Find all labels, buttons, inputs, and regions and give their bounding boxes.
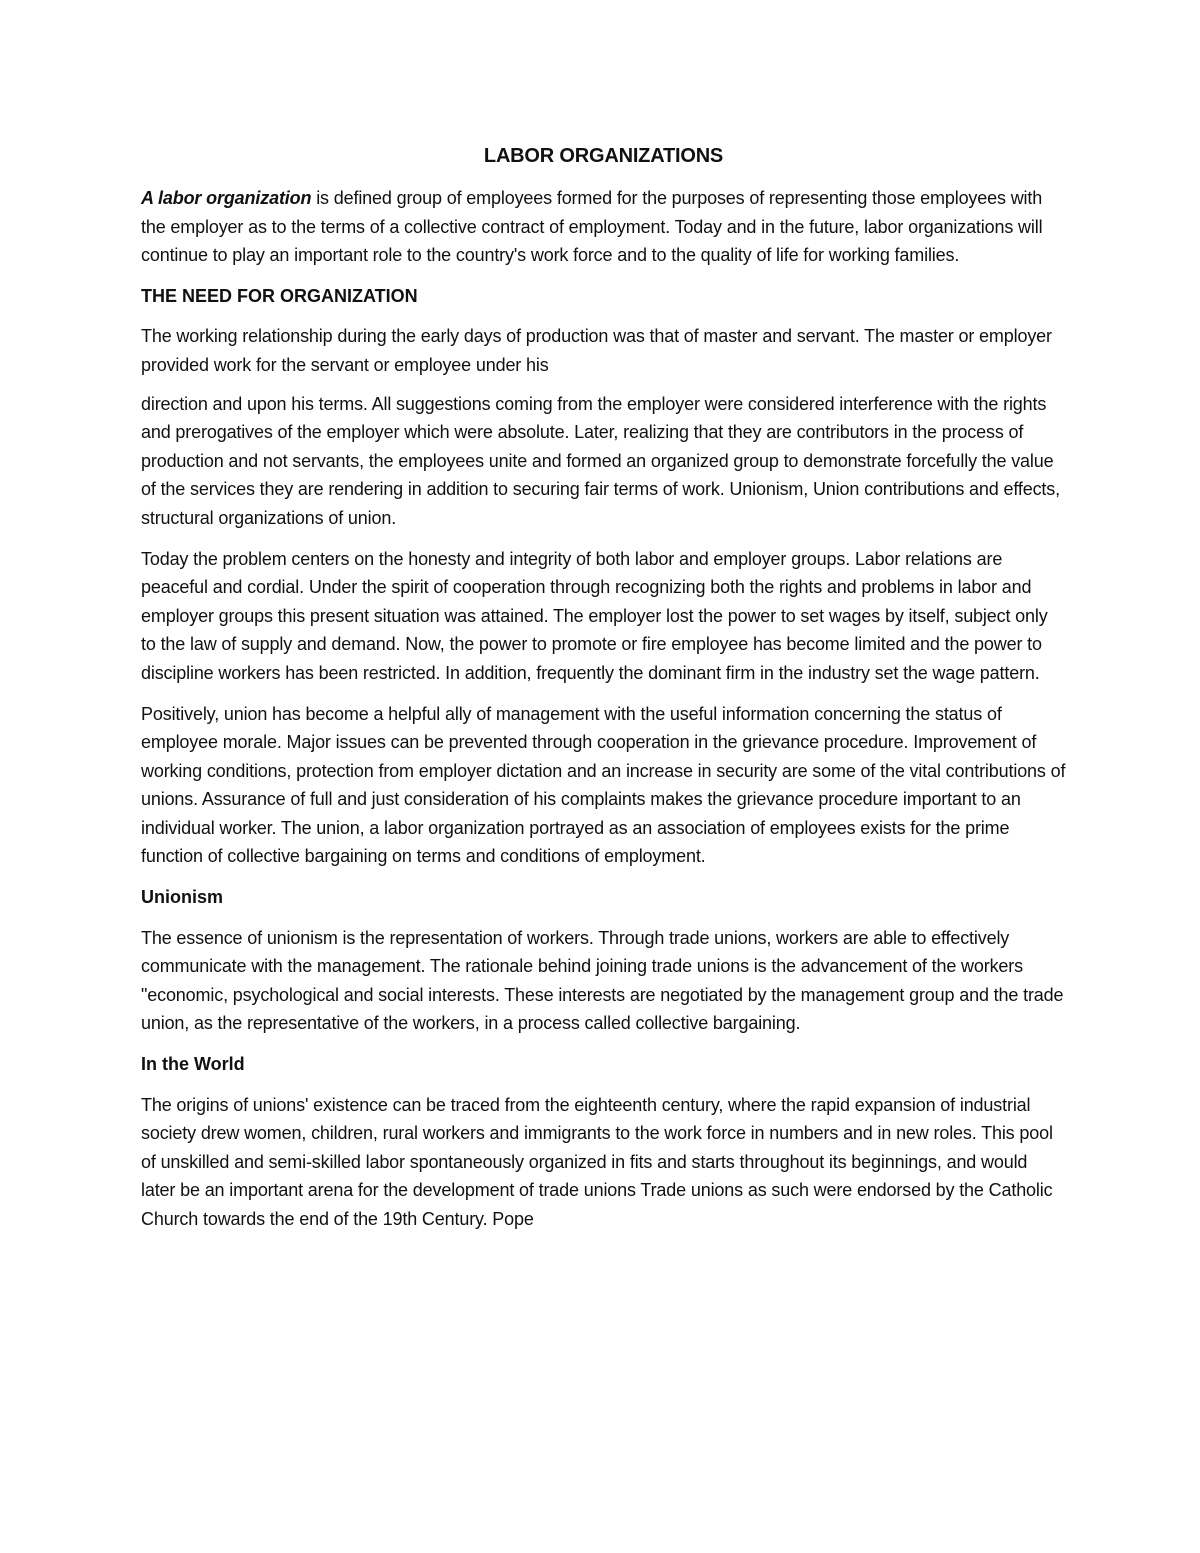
intro-text: is defined group of employees formed for the purposes of representing those employees with the employer as to the terms of a collective contract of employment. Today and in the future, labor organizations will continue to play an important role to the country's work force and to the quality of life for working families. xyxy=(141,188,1043,266)
need-paragraph-4: Positively, union has become a helpful ally of management with the useful information concerning the status of employee morale. Major issues can be prevented through cooperation in the grievance procedure. Improvement of working conditions, protection from employer dictation and an increase in security are some of the vital contributions of unions. Assurance of full and just consideration of his complaints makes the grievance procedure important to an individual worker. The union, a labor organization portrayed as an association of employees exists for the prime function of collective bargaining on terms and conditions of employment. xyxy=(141,703,1066,867)
document-page xyxy=(141,140,1066,1246)
need-paragraph-2: direction and upon his terms. All suggestions coming from the employer were considered interference with the rights and prerogatives of the employer which were absolute. Later, realizing that they are contributors in the process of production and not servants, the employees unite and formed an organized group to demonstrate forcefully the value of the services they are rendering in addition to securing fair terms of work. Unionism, Union contributions and effects, structural organizations of union. xyxy=(141,393,1060,528)
need-paragraph-1: The working relationship during the early days of production was that of master and servant. The master or employer provided work for the servant or employee under his xyxy=(141,326,1052,375)
section-heading-need: THE NEED FOR ORGANIZATION xyxy=(141,285,418,306)
unionism-paragraph-1: The essence of unionism is the representation of workers. Through trade unions, workers are able to effectively communicate with the management. The rationale behind joining trade unions is the advancement of the workers "economic, psychological and social interests. These interests are negotiated by the management group and the trade union, as the representative of the workers, in a process called collective bargaining. xyxy=(141,927,1064,1034)
section-heading-world: In the World xyxy=(141,1054,245,1075)
section-heading-unionism: Unionism xyxy=(141,887,224,908)
document-title: LABOR ORGANIZATIONS xyxy=(483,145,724,167)
intro-paragraph xyxy=(141,184,1066,270)
need-paragraph-3: Today the problem centers on the honesty and integrity of both labor and employer groups. Labor relations are peaceful and cordial. Under the spirit of cooperation through recognizing both the rights and problems in labor and employer groups this present situation was attained. The employer lost the power to set wages by itself, subject only to the law of supply and demand. Now, the power to promote or fire employee has become limited and the power to discipline workers has been restricted. In addition, frequently the dominant firm in the industry set the wage pattern. xyxy=(141,548,1048,683)
world-paragraph-1: The origins of unions' existence can be traced from the eighteenth century, where the rapid expansion of industrial society drew women, children, rural workers and immigrants to the work force in numbers and in new roles. This pool of unskilled and semi-skilled labor spontaneously organized in fits and starts throughout its beginnings, and would later be an important arena for the development of trade unions Trade unions as such were endorsed by the Catholic Church towards the end of the 19th Century. Pope xyxy=(141,1094,1053,1229)
intro-term: A labor organization xyxy=(141,188,312,208)
